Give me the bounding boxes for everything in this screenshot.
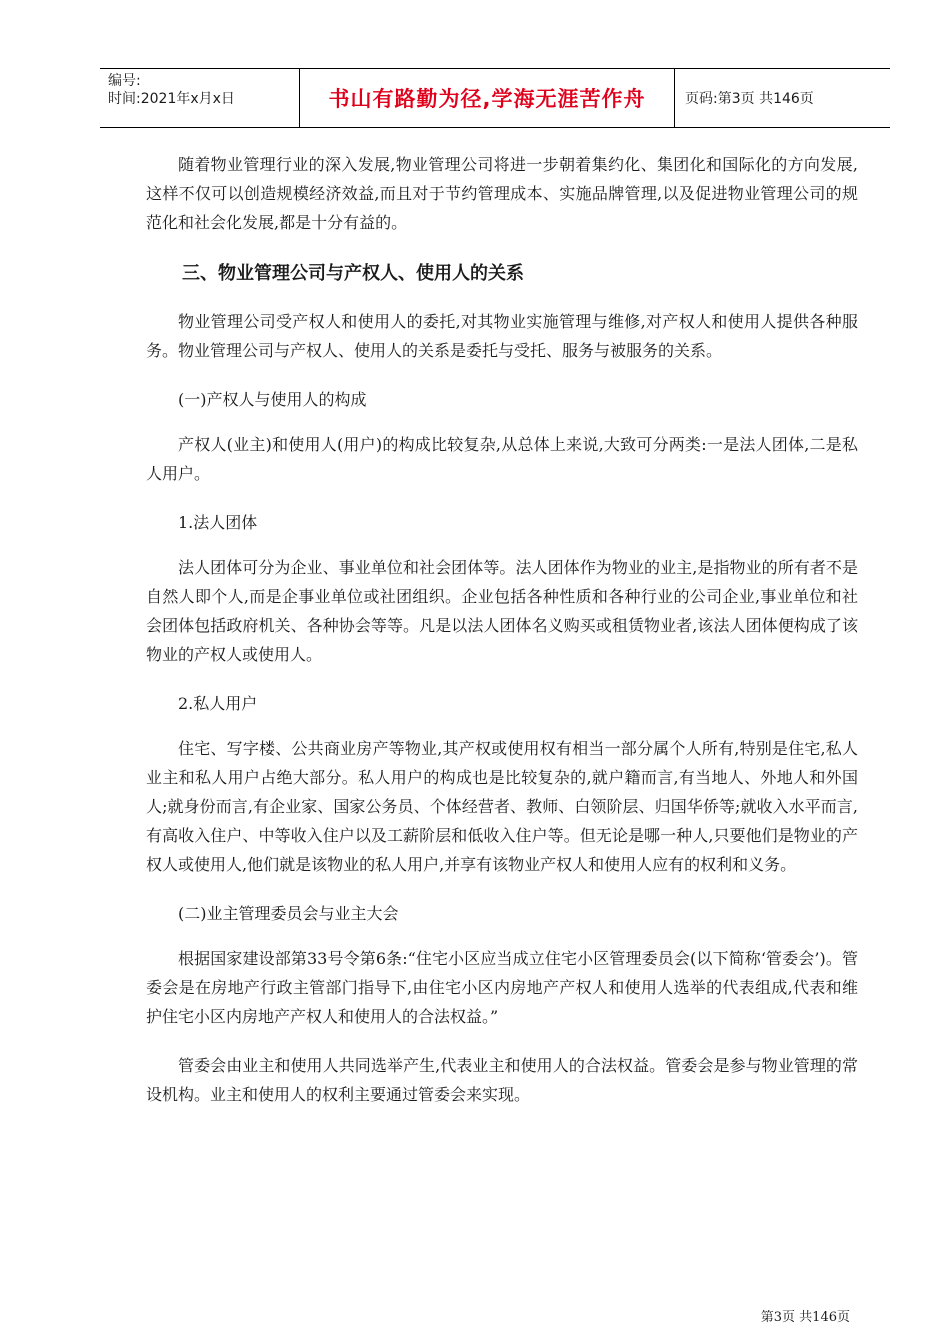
header-number: 编号: xyxy=(108,73,141,89)
header-page-info: 页码:第3页 共146页 xyxy=(685,91,814,107)
paragraph-4: 法人团体可分为企业、事业单位和社会团体等。法人团体作为物业的业主,是指物业的所有者不是自然人即个人,而是企事业单位或社团组织。企业包括各种性质和各种行业的公司企业,事业单位和社会团体包括政府机关、各种协会等等。凡是以法人团体名义购买或租赁物业者,该法人团体便构成了该物业的产权人或使用人。 xyxy=(146,558,858,664)
page-header xyxy=(100,68,890,128)
item-2-heading: 2.私人用户 xyxy=(178,694,258,713)
document-body xyxy=(146,146,858,1109)
paragraph-5: 住宅、写字楼、公共商业房产等物业,其产权或使用权有相当一部分属个人所有,特别是住宅,私人业主和私人用户占绝大部分。私人用户的构成也是比较复杂的,就户籍而言,有当地人、外地人和外国人;就身份而言,有企业家、国家公务员、个体经营者、教师、白领阶层、归国华侨等;就收入水平而言,有高收入住户、中等收入住户以及工薪阶层和低收入住户等。但无论是哪一种人,只要他们是物业的产权人或使用人,他们就是该物业的私人用户,并享有该物业产权人和使用人应有的权利和义务。 xyxy=(146,739,858,874)
header-motto: 书山有路勤为径,学海无涯苦作舟 xyxy=(300,69,675,127)
header-meta xyxy=(100,69,300,127)
paragraph-7: 管委会由业主和使用人共同选举产生,代表业主和使用人的合法权益。管委会是参与物业管理的常设机构。业主和使用人的权利主要通过管委会来实现。 xyxy=(146,1056,858,1104)
item-1-heading: 1.法人团体 xyxy=(178,513,258,532)
paragraph-3: 产权人(业主)和使用人(用户)的构成比较复杂,从总体上来说,大致可分两类:一是法人团体,二是私人用户。 xyxy=(146,435,858,483)
header-date: 时间:2021年x月x日 xyxy=(108,91,235,107)
paragraph-2: 物业管理公司受产权人和使用人的委托,对其物业实施管理与维修,对产权人和使用人提供各种服务。物业管理公司与产权人、使用人的关系是委托与受托、服务与被服务的关系。 xyxy=(146,312,858,360)
section-3-heading: 三、物业管理公司与产权人、使用人的关系 xyxy=(182,263,524,284)
subsection-2-heading: (二)业主管理委员会与业主大会 xyxy=(178,904,399,923)
paragraph-1: 随着物业管理行业的深入发展,物业管理公司将进一步朝着集约化、集团化和国际化的方向发展,这样不仅可以创造规模经济效益,而且对于节约管理成本、实施品牌管理,以及促进物业管理公司的规范化和社会化发展,都是十分有益的。 xyxy=(146,155,858,232)
paragraph-6: 根据国家建设部第33号令第6条:“住宅小区应当成立住宅小区管理委员会(以下简称‘管委会’)。管委会是在房地产行政主管部门指导下,由住宅小区内房地产产权人和使用人选举的代表组成,代表和维护住宅小区内房地产产权人和使用人的合法权益。” xyxy=(146,949,858,1026)
page-footer: 第3页 共146页 xyxy=(760,1310,850,1325)
subsection-1-heading: (一)产权人与使用人的构成 xyxy=(178,390,367,409)
